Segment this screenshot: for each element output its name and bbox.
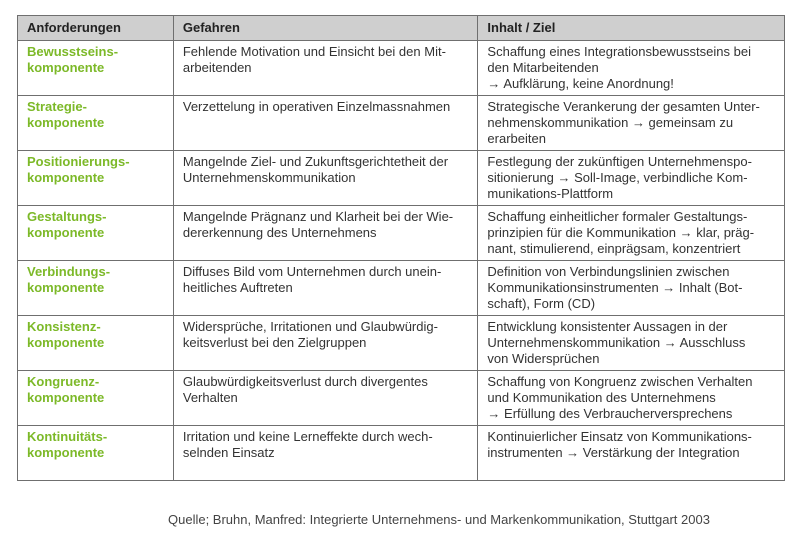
goal-cell (478, 96, 785, 151)
danger-cell (173, 261, 478, 316)
danger-cell-line: arbeitenden (182, 60, 252, 75)
table-row (18, 316, 785, 371)
danger-cell-line: Glaubwürdigkeitsverlust durch divergentes (182, 374, 428, 389)
goal-cell-line: Schaffung eines Integrationsbewusstseins bei (487, 44, 751, 59)
component-cell-line: komponente (27, 280, 105, 295)
table-row (18, 41, 785, 96)
goal-cell-line: von Widersprüchen (487, 351, 600, 366)
header-gefahren: Gefahren (173, 16, 478, 41)
danger-cell-line: Verzettelung in operativen Einzelmassnahmen (182, 99, 451, 114)
header-anforderungen: Anforderungen (18, 16, 174, 41)
goal-cell-line: sitionierung → Soll-Image, verbindliche Kom- (487, 170, 748, 185)
component-cell-line: komponente (27, 170, 105, 185)
component-cell (18, 316, 174, 371)
danger-cell-line: Diffuses Bild vom Unternehmen durch unein- (182, 264, 442, 279)
goal-cell-line: → Erfüllung des Verbraucherversprechens (487, 406, 733, 421)
danger-cell (173, 96, 478, 151)
danger-cell-line: keitsverlust bei den Zielgruppen (182, 335, 367, 350)
danger-cell (173, 151, 478, 206)
goal-cell (478, 371, 785, 426)
component-cell-line: Bewusstseins- (27, 44, 119, 59)
source-citation: Quelle; Bruhn, Manfred: Integrierte Unternehmens- und Markenkommunikation, Stuttgart 2003 (168, 512, 710, 527)
goal-cell-line: Definition von Verbindungslinien zwischen (487, 264, 730, 279)
danger-cell-line: Verhalten (182, 390, 238, 405)
goal-cell-line: prinzipien für die Kommunikation → klar, präg- (487, 225, 755, 240)
danger-cell-line: Fehlende Motivation und Einsicht bei den Mit- (182, 44, 446, 59)
component-cell (18, 261, 174, 316)
danger-cell-line: Irritation und keine Lerneffekte durch wech- (182, 429, 433, 444)
component-cell (18, 96, 174, 151)
component-cell-line: Gestaltungs- (27, 209, 107, 224)
goal-cell-line: den Mitarbeitenden (487, 60, 599, 75)
goal-cell-line: nant, stimulierend, einprägsam, konzentriert (487, 241, 741, 256)
component-cell (18, 426, 174, 481)
goal-cell-line: Kontinuierlicher Einsatz von Kommunikations- (487, 429, 752, 444)
goal-cell-line: Kommunikationsinstrumenten → Inhalt (Bot- (487, 280, 743, 295)
goal-cell-line: instrumenten → Verstärkung der Integration (487, 445, 740, 460)
component-cell-line: Strategie- (27, 99, 87, 114)
goal-cell (478, 206, 785, 261)
component-cell-line: komponente (27, 225, 105, 240)
danger-cell-line: dererkennung des Unternehmens (182, 225, 377, 240)
header-row (18, 16, 785, 41)
goal-cell-line: Schaffung von Kongruenz zwischen Verhalten (487, 374, 753, 389)
danger-cell (173, 316, 478, 371)
component-cell-line: Kontinuitäts- (27, 429, 108, 444)
goal-cell (478, 41, 785, 96)
danger-cell (173, 206, 478, 261)
danger-cell-line: selnden Einsatz (182, 445, 275, 460)
table-row (18, 151, 785, 206)
goal-cell-line: Festlegung der zukünftigen Unternehmenspo- (487, 154, 752, 169)
component-cell-line: komponente (27, 390, 105, 405)
component-cell-line: Verbindungs- (27, 264, 111, 279)
danger-cell-line: Widersprüche, Irritationen und Glaubwürdig- (182, 319, 438, 334)
goal-cell-line: erarbeiten (487, 131, 546, 146)
danger-cell-line: Unternehmenskommunikation (182, 170, 356, 185)
table-row (18, 96, 785, 151)
component-cell (18, 151, 174, 206)
component-cell-line: Konsistenz- (27, 319, 101, 334)
table-row (18, 426, 785, 481)
goal-cell-line: Strategische Verankerung der gesamten Unter- (487, 99, 760, 114)
danger-cell-line: Mangelnde Ziel- und Zukunftsgerichtetheit der (182, 154, 449, 169)
goal-cell-line: schaft), Form (CD) (487, 296, 596, 311)
goal-cell (478, 261, 785, 316)
danger-cell (173, 41, 478, 96)
goal-cell (478, 316, 785, 371)
goal-cell-line: Unternehmenskommunikation → Ausschluss (487, 335, 746, 350)
header-inhalt-ziel: Inhalt / Ziel (478, 16, 785, 41)
goal-cell-line: Entwicklung konsistenter Aussagen in der (487, 319, 728, 334)
component-cell-line: komponente (27, 115, 105, 130)
component-cell (18, 371, 174, 426)
table-row (18, 371, 785, 426)
component-cell-line: Positionierungs- (27, 154, 130, 169)
table-row (18, 261, 785, 316)
component-cell-line: komponente (27, 445, 105, 460)
goal-cell-line: Schaffung einheitlicher formaler Gestaltungs- (487, 209, 748, 224)
goal-cell-line: → Aufklärung, keine Anordnung! (487, 76, 674, 91)
goal-cell (478, 151, 785, 206)
goal-cell (478, 426, 785, 481)
danger-cell (173, 371, 478, 426)
table-row (18, 206, 785, 261)
danger-cell-line: Mangelnde Prägnanz und Klarheit bei der Wie- (182, 209, 454, 224)
component-cell (18, 206, 174, 261)
component-cell (18, 41, 174, 96)
component-cell-line: komponente (27, 335, 105, 350)
component-cell-line: Kongruenz- (27, 374, 100, 389)
goal-cell-line: und Kommunikation des Unternehmens (487, 390, 716, 405)
goal-cell-line: nehmenskommunikation → gemeinsam zu (487, 115, 734, 130)
goal-cell-line: munikations-Plattform (487, 186, 614, 201)
requirements-table (17, 15, 785, 481)
danger-cell-line: heitliches Auftreten (182, 280, 293, 295)
danger-cell (173, 426, 478, 481)
component-cell-line: komponente (27, 60, 105, 75)
